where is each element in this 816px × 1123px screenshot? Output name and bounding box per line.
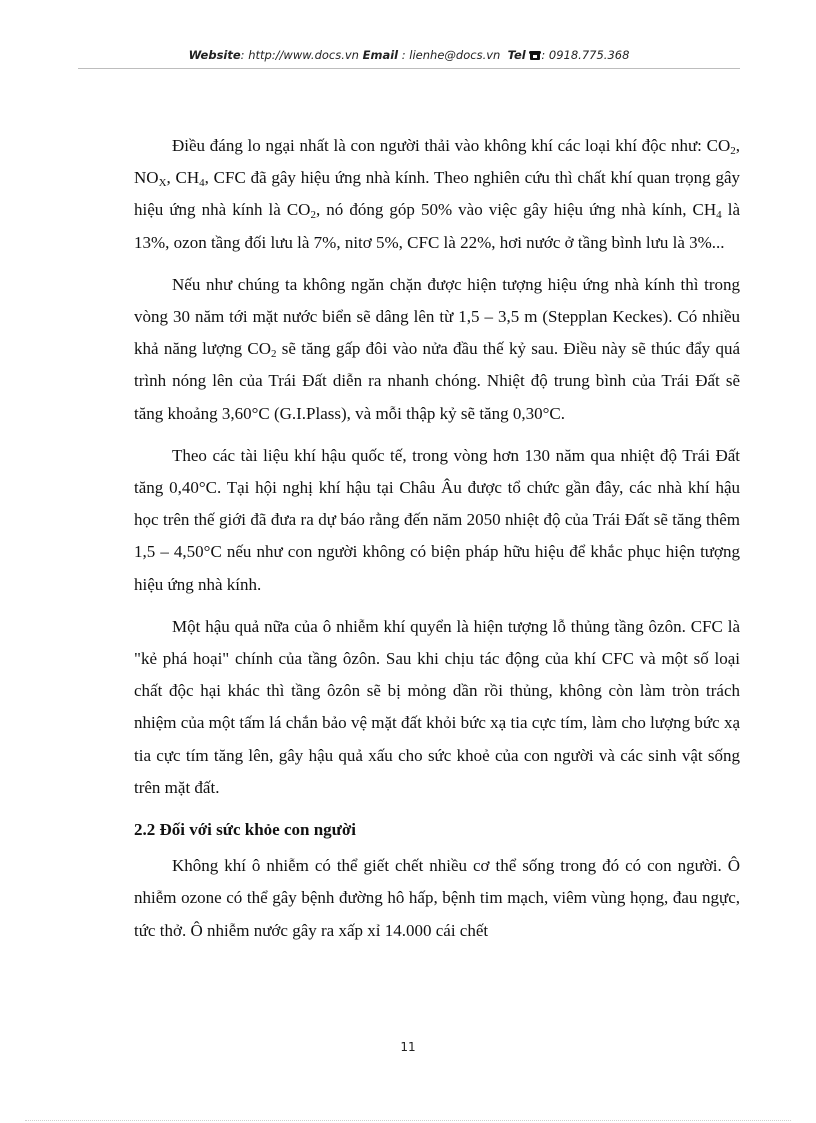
tel-label: Tel [507, 48, 526, 62]
page-number: 11 [400, 1040, 416, 1054]
website-value: : http://www.docs.vn [240, 48, 359, 62]
website-label: Website [188, 48, 241, 62]
email-label: Email [362, 48, 399, 62]
paragraph-health: Không khí ô nhiễm có thể giết chết nhiều cơ thể sống trong đó có con người. Ô nhiễm ozone có thể gây bệnh đường hô hấp, bệnh tim mạch, viêm vùng họng, đau ngực, tức thở. Ô nhiễm nước gây ra xấp xỉ 14.000 cái chết [134, 856, 740, 940]
bottom-divider [25, 1120, 791, 1121]
paragraph-greenhouse-gases: Điều đáng lo ngại nhất là con người thải vào không khí các loại khí độc như: $CO_2$, $NO_X$, $CH_4$, CFC đã gây hiệu ứng nhà kính. Theo nghiên cứu thì chất khí quan trọng gây hiệu ứng nhà kính là $CO_2$, nó đóng góp 50% vào việc gây hiệu ứng nhà kính, $CH_4$ là 13%, ozon tầng đối lưu là 7%, nitơ 5%, CFC là 22%, hơi nước ở tầng bình lưu là 3%... [134, 136, 740, 252]
paragraph-ozone-hole: Một hậu quả nữa của ô nhiễm khí quyển là hiện tượng lỗ thủng tầng ôzôn. CFC là "kẻ phá hoại" chính của tầng ôzôn. Sau khi chịu tác động của khí CFC và một số loại chất độc hại khác thì tầng ôzôn sẽ bị mỏng dần rồi thủng, không còn làm tròn trách nhiệm của một tấm lá chắn bảo vệ mặt đất khỏi bức xạ tia cực tím, làm cho lượng bức xạ tia cực tím tăng lên, gây hậu quả xấu cho sức khoẻ của con người và các sinh vật sống trên mặt đất. [134, 616, 740, 797]
phone-icon [529, 50, 541, 64]
document-body [134, 130, 740, 957]
header-divider [78, 68, 740, 69]
email-value: : lienhe@docs.vn [398, 48, 501, 62]
paragraph-climate-forecast: Theo các tài liệu khí hậu quốc tế, trong vòng hơn 130 năm qua nhiệt độ Trái Đất tăng 0,40°C. Tại hội nghị khí hậu tại Châu Âu được tổ chức gần đây, các nhà khí hậu học trên thế giới đã đưa ra dự báo rằng đến năm 2050 nhiệt độ của Trái Đất sẽ tăng thêm 1,5 – 4,50°C nếu như con người không có biện pháp hữu hiệu để khắc phục hiện tượng hiệu ứng nhà kính. [134, 445, 740, 594]
page-header [78, 48, 740, 66]
section-heading: 2.2 Đối với sức khỏe con người [134, 820, 356, 840]
paragraph-sea-level: Nếu như chúng ta không ngăn chặn được hiện tượng hiệu ứng nhà kính thì trong vòng 30 năm tới mặt nước biển sẽ dâng lên từ 1,5 – 3,5 m (Stepplan Keckes). Có nhiều khả năng lượng $CO_2$ sẽ tăng gấp đôi vào nửa đầu thế kỷ sau. Điều này sẽ thúc đẩy quá trình nóng lên của Trái Đất diễn ra nhanh chóng. Nhiệt độ trung bình của Trái Đất sẽ tăng khoảng 3,60°C (G.I.Plass), và mỗi thập kỷ sẽ tăng 0,30°C. [134, 274, 740, 423]
tel-value: : 0918.775.368 [541, 48, 630, 62]
